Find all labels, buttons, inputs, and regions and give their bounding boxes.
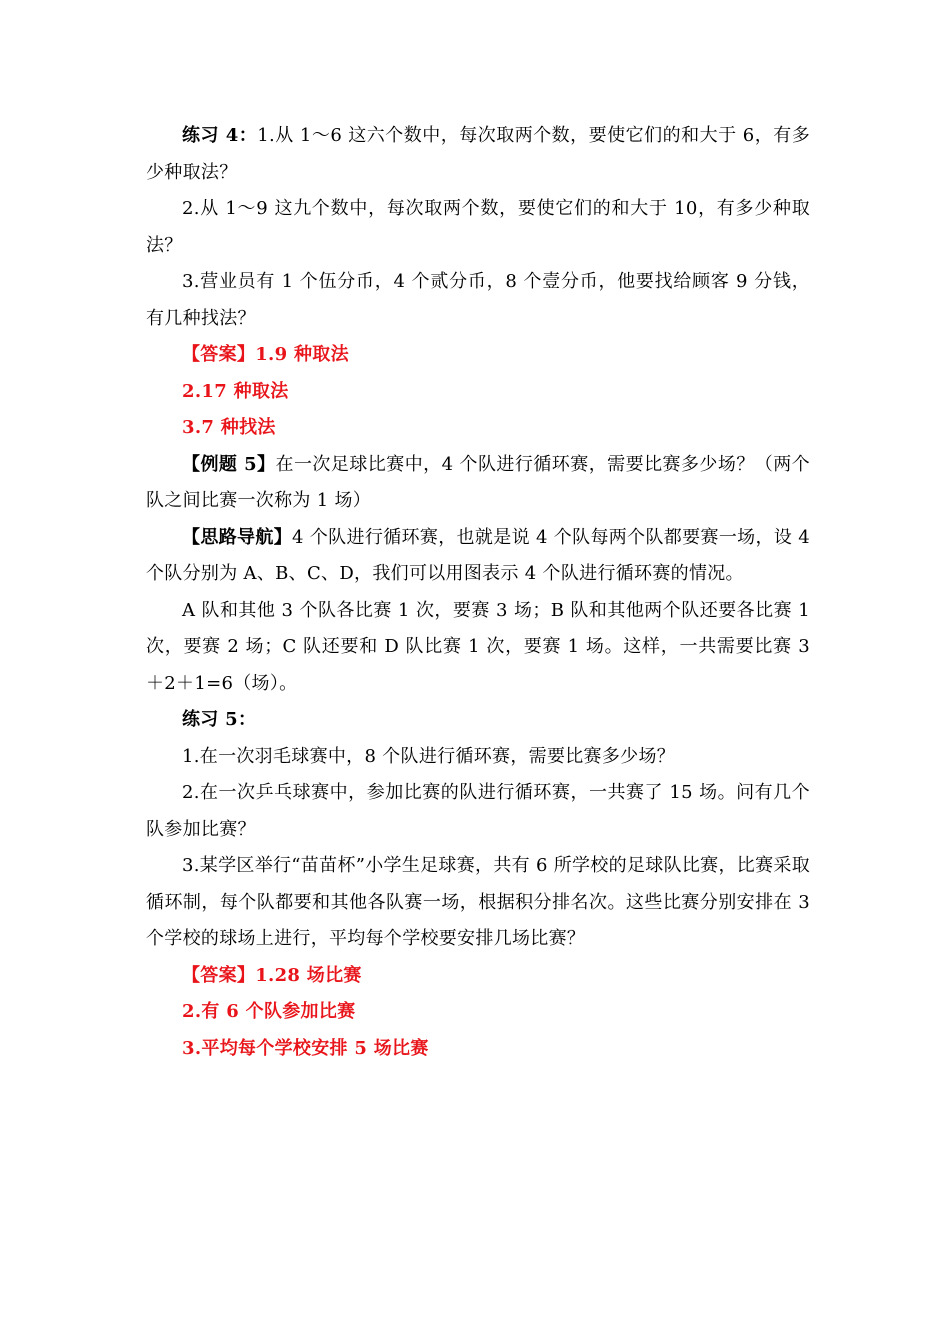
practice5-answer-2: 2.有 6 个队参加比赛 [182, 1001, 356, 1022]
example5-label: 【例题 5】 [182, 453, 276, 475]
practice4-question-2: 2.从 1～9 这九个数中，每次取两个数，要使它们的和大于 10，有多少种取法？ [146, 198, 810, 256]
document-page [146, 118, 810, 1067]
guide-label: 【思路导航】 [182, 526, 293, 548]
example5-paragraph [146, 447, 810, 520]
practice5-question-2: 2.在一次乒乓球赛中，参加比赛的队进行循环赛，一共赛了 15 场。问有几个队参加比赛？ [146, 782, 810, 840]
practice4-answer-2: 2.17 种取法 [182, 380, 289, 402]
practice4-question-3: 3.营业员有 1 个伍分币，4 个贰分币，8 个壹分币，他要找给顾客 9 分钱，有几种找法？ [146, 271, 810, 329]
practice4-answer-1: 【答案】1.9 种取法 [182, 344, 349, 365]
practice4-question-1 [146, 118, 810, 191]
practice4-q1-text: 1.从 1～6 这六个数中，每次取两个数，要使它们的和大于 6，有多少种取法？ [146, 125, 810, 183]
guide-paragraph [146, 520, 810, 593]
practice4-answer-3: 3.7 种找法 [182, 417, 276, 438]
example5-text: 在一次足球比赛中，4 个队进行循环赛，需要比赛多少场？（两个队之间比赛一次称为 1 场） [146, 453, 810, 511]
practice5-answer-1: 【答案】1.28 场比赛 [182, 964, 362, 986]
guide-explanation: A 队和其他 3 个队各比赛 1 次，要赛 3 场；B 队和其他两个队还要各比赛 1 次，要赛 2 场；C 队还要和 D 队比赛 1 次，要赛 1 场。这样，一共需要比赛 3＋2＋1=6（场）。 [146, 599, 810, 694]
practice5-label: 练习 5： [182, 709, 257, 730]
guide-text: 4 个队进行循环赛，也就是说 4 个队每两个队都要赛一场，设 4 个队分别为 A、B、C、D，我们可以用图表示 4 个队进行循环赛的情况。 [146, 526, 810, 584]
practice5-answer-3: 3.平均每个学校安排 5 场比赛 [182, 1037, 429, 1059]
practice5-question-1: 1.在一次羽毛球赛中，8 个队进行循环赛，需要比赛多少场？ [182, 745, 676, 767]
practice5-question-3: 3.某学区举行“苗苗杯”小学生足球赛，共有 6 所学校的足球队比赛，比赛采取循环制，每个队都要和其他各队赛一场，根据积分排名次。这些比赛分别安排在 3 个学校的球场上进行，平均每个学校要安排几场比赛？ [146, 855, 810, 949]
practice4-label: 练习 4： [182, 125, 258, 146]
